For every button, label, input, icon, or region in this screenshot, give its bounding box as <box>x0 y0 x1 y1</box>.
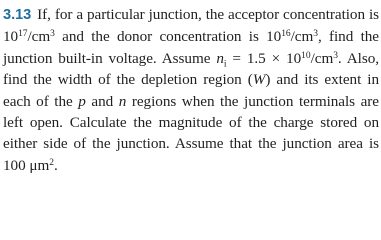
exponent: 3 <box>50 29 55 40</box>
problem-text: ) and its extent in each of the <box>3 71 379 110</box>
problem-text: and the donor concentration is 10 <box>54 28 282 46</box>
problem-text: /cm <box>27 28 51 46</box>
exponent: 3 <box>313 29 318 40</box>
problem-text: If, for a particular junction, the acceptor concentration is 10 <box>3 6 379 46</box>
problem-text: , find the junction built-in voltage. Assume <box>3 28 379 67</box>
subscript-i: i <box>223 59 227 70</box>
problem-text: /cm <box>310 49 334 67</box>
problem-text: and <box>85 92 119 110</box>
exponent: 16 <box>281 29 291 40</box>
problem-text: /cm <box>290 28 314 46</box>
exponent: 2 <box>49 157 54 168</box>
problem-text: . <box>53 156 58 174</box>
problem-number: 3.13 <box>3 7 32 23</box>
problem-text: regions when the junction terminals are left open. Calculate the magnitude of the charge stored on either side of the junction. Assume that the junction area is 100 μm <box>3 92 379 174</box>
problem-text: . Also, find the width of the depletion region ( <box>3 49 379 89</box>
exponent: 10 <box>301 50 311 61</box>
variable-w: W <box>252 71 266 89</box>
variable-n-region: n <box>118 92 127 110</box>
variable-p: p <box>78 92 86 110</box>
exponent: 17 <box>18 29 28 40</box>
problem-3-13 <box>3 4 379 176</box>
variable-n: n <box>216 49 224 67</box>
problem-text: = 1.5 × 10 <box>226 49 302 67</box>
exponent: 3 <box>333 50 338 61</box>
